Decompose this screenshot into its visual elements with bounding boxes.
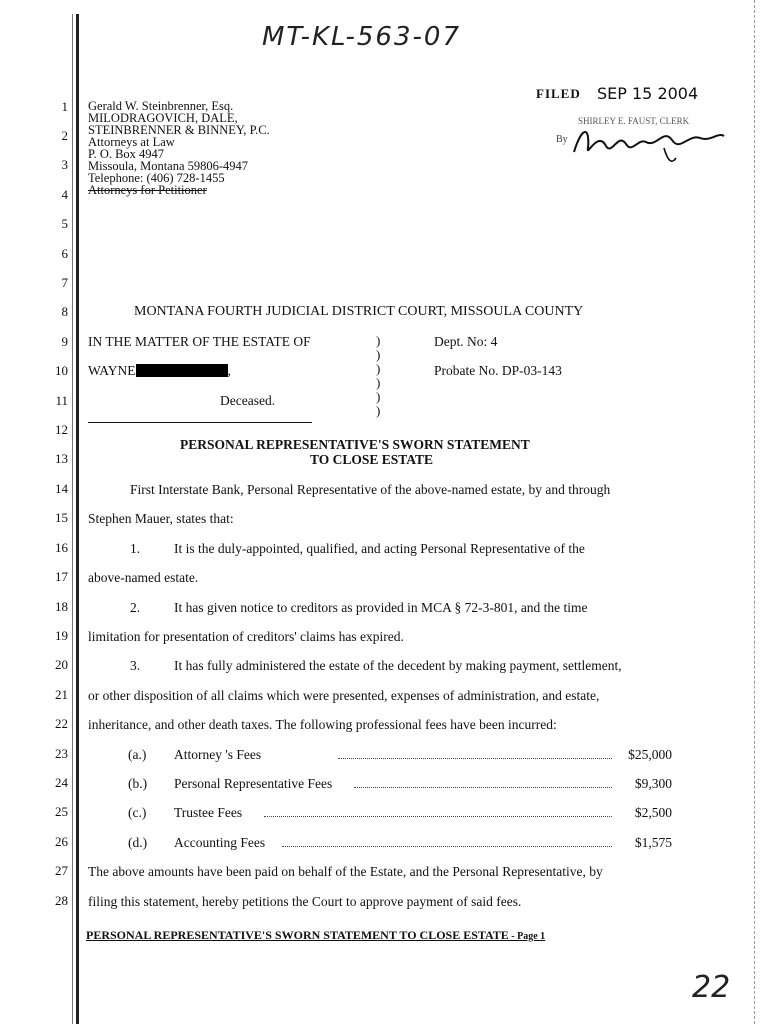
line-number: 10: [55, 363, 68, 378]
body-line-19: limitation for presentation of creditors' claims has expired.: [88, 629, 404, 644]
paragraph-number-3: 3.: [130, 658, 141, 673]
body-line-27: The above amounts have been paid on behalf of the Estate, and the Personal Representative, by: [88, 864, 603, 879]
left-margin-rule: [76, 14, 79, 1024]
fee-leader-dots: [338, 758, 612, 759]
document-title-line1: PERSONAL REPRESENTATIVE'S SWORN STATEMENT: [180, 437, 530, 452]
line-number: 27: [55, 863, 68, 878]
line-number: 1: [61, 99, 68, 114]
paragraph-number-1: 1.: [130, 541, 141, 556]
line-number: 20: [55, 657, 68, 672]
fee-name: Accounting Fees: [174, 835, 266, 850]
clerk-signature: [568, 118, 728, 166]
body-line-16: It is the duly-appointed, qualified, and acting Personal Representative of the: [174, 541, 585, 556]
fee-row-accounting: [88, 835, 672, 851]
line-number: 9: [61, 334, 68, 349]
line-number: 17: [55, 569, 68, 584]
filed-stamp-date: SEP 15 2004: [597, 84, 699, 103]
line-number: 3: [61, 157, 68, 172]
line-number: 2: [61, 128, 68, 143]
line-number: 13: [55, 451, 68, 466]
fee-name: Attorney 's Fees: [174, 747, 262, 762]
caption-paren: ): [376, 347, 381, 362]
caption-decedent: [88, 363, 231, 379]
caption-paren: ): [376, 403, 381, 418]
fee-name: Personal Representative Fees: [174, 776, 333, 791]
line-number: 8: [61, 304, 68, 319]
line-number: 15: [55, 510, 68, 525]
decedent-first-name: WAYNE: [88, 363, 136, 378]
caption-paren: ): [376, 361, 381, 376]
body-line-21: or other disposition of all claims which were presented, expenses of administration, and estate,: [88, 688, 600, 703]
right-margin-rule: [754, 0, 755, 1024]
fee-amount: $2,500: [631, 805, 672, 821]
caption-dept: Dept. No: 4: [434, 334, 498, 349]
fee-leader-dots: [282, 846, 612, 847]
attorney-phone: Telephone: (406) 728-1455: [88, 171, 225, 185]
body-line-22: inheritance, and other death taxes. The following professional fees have been incurred:: [88, 717, 557, 732]
line-number: 4: [61, 187, 68, 202]
attorney-block: [88, 100, 270, 196]
caption-paren: ): [376, 333, 381, 348]
line-number: 7: [61, 275, 68, 290]
paragraph-number-2: 2.: [130, 600, 141, 615]
line-number: 6: [61, 246, 68, 261]
fee-letter: (d.): [128, 835, 148, 850]
line-number: 24: [55, 775, 68, 790]
fee-row-trustee: [88, 805, 672, 821]
fee-letter: (c.): [128, 805, 147, 820]
caption-matter: IN THE MATTER OF THE ESTATE OF: [88, 334, 311, 349]
handwritten-case-number: MT-KL-563-07: [262, 22, 461, 52]
body-line-20: It has fully administered the estate of the decedent by making payment, settlement,: [174, 658, 622, 673]
line-number: 21: [55, 687, 68, 702]
caption-underline: [88, 422, 312, 423]
attorney-role: Attorneys at Law: [88, 135, 175, 149]
fee-leader-dots: [264, 816, 612, 817]
court-name: MONTANA FOURTH JUDICIAL DISTRICT COURT, MISSOULA COUNTY: [134, 304, 584, 319]
body-line-18: It has given notice to creditors as provided in MCA § 72-3-801, and the time: [174, 600, 588, 615]
caption-deceased: Deceased.: [220, 393, 276, 408]
document-title-line2: TO CLOSE ESTATE: [310, 452, 434, 467]
line-number: 23: [55, 746, 68, 761]
fee-letter: (b.): [128, 776, 148, 791]
line-number: 11: [55, 393, 68, 408]
fee-row-personal-representative: [88, 776, 672, 792]
body-line-15: Stephen Mauer, states that:: [88, 511, 234, 526]
line-number: 25: [55, 804, 68, 819]
decedent-suffix: ,: [227, 363, 231, 378]
caption-paren: ): [376, 389, 381, 404]
caption-paren: ): [376, 375, 381, 390]
line-number: 22: [55, 716, 68, 731]
attorney-po-box: P. O. Box 4947: [88, 147, 165, 161]
filed-stamp-by: By: [556, 134, 568, 145]
body-line-28: filing this statement, hereby petitions the Court to approve payment of said fees.: [88, 894, 522, 909]
attorney-city: Missoula, Montana 59806-4947: [88, 159, 249, 173]
filed-stamp: FILED: [536, 86, 581, 101]
line-number: 5: [61, 216, 68, 231]
fee-amount: $1,575: [631, 835, 672, 851]
fee-amount: $25,000: [624, 747, 672, 763]
line-number: 19: [55, 628, 68, 643]
fee-amount: $9,300: [631, 776, 672, 792]
footer-title: PERSONAL REPRESENTATIVE'S SWORN STATEMENT TO CLOSE ESTATE: [86, 928, 509, 942]
line-number: 12: [55, 422, 68, 437]
body-line-14: First Interstate Bank, Personal Representative of the above-named estate, by and through: [130, 482, 611, 497]
line-number: 14: [55, 481, 68, 496]
left-margin-rule-thin: [72, 14, 73, 1024]
filed-stamp-clerk: SHIRLEY E. FAUST, CLERK: [578, 116, 690, 126]
handwritten-page-mark: 22: [692, 970, 731, 1005]
line-number: 28: [55, 893, 68, 908]
redaction-bar: [136, 364, 228, 377]
attorney-firm-line1: MILODRAGOVICH, DALE,: [88, 111, 238, 125]
attorney-name: Gerald W. Steinbrenner, Esq.: [88, 99, 234, 113]
attorney-firm-line2: STEINBRENNER & BINNEY, P.C.: [88, 123, 270, 137]
line-number: 26: [55, 834, 68, 849]
fee-name: Trustee Fees: [174, 805, 243, 820]
line-number: 18: [55, 599, 68, 614]
attorney-for: Attorneys for Petitioner: [88, 183, 207, 197]
footer-page-number: - Page 1: [508, 931, 546, 942]
fee-row-attorney: [88, 747, 672, 763]
line-number: 16: [55, 540, 68, 555]
body-line-17: above-named estate.: [88, 570, 199, 585]
page-footer: [86, 928, 545, 943]
fee-letter: (a.): [128, 747, 147, 762]
caption-probate: Probate No. DP-03-143: [434, 363, 562, 378]
fee-leader-dots: [354, 787, 612, 788]
